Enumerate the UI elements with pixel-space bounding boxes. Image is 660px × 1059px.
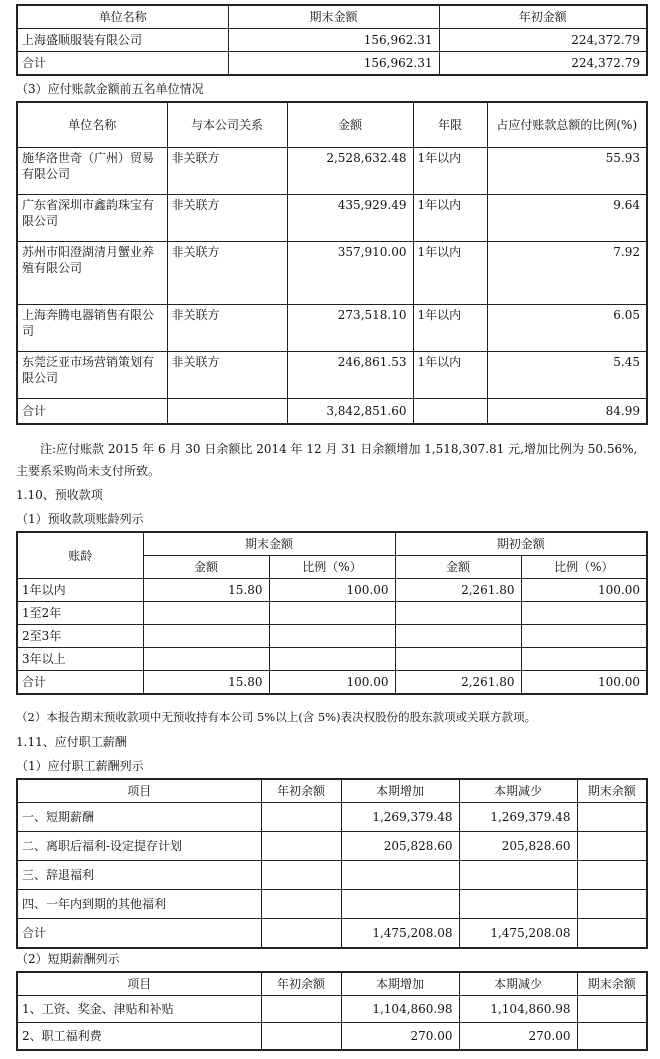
header-cell: 本期减少 xyxy=(459,972,577,996)
cell: 3,842,851.60 xyxy=(287,399,413,425)
cell: 246,861.53 xyxy=(287,352,413,399)
cell: 1年以内 xyxy=(413,242,487,305)
cell: 156,962.31 xyxy=(228,29,439,52)
cell xyxy=(459,861,577,890)
header-cell: 期末金额 xyxy=(143,532,395,556)
table-row xyxy=(17,242,647,305)
cell: 二、离职后福利-设定提存计划 xyxy=(17,832,261,861)
cell: 合计 xyxy=(17,671,143,695)
cell xyxy=(167,399,287,425)
cell xyxy=(577,832,647,861)
cell: 55.93 xyxy=(487,148,647,195)
cell xyxy=(261,1023,341,1051)
header-cell: 年限 xyxy=(413,102,487,148)
header-cell: 项目 xyxy=(17,779,261,803)
header-cell: 期末金额 xyxy=(228,5,439,29)
cell: 广东省深圳市鑫韵珠宝有限公司 xyxy=(17,195,167,242)
advance-receipts-note: （2）本报告期末预收款项中无预收持有本公司 5%以上(含 5%)表决权股份的股东款项或关联方款项。 xyxy=(16,710,537,724)
cell xyxy=(577,803,647,832)
cell: 205,828.60 xyxy=(341,832,459,861)
table-row xyxy=(17,579,647,602)
cell: 1,104,860.98 xyxy=(459,996,577,1023)
cell: 非关联方 xyxy=(167,305,287,352)
table-row xyxy=(17,195,647,242)
cell: 苏州市阳澄湖清月蟹业养殖有限公司 xyxy=(17,242,167,305)
header-cell: 占应付账款总额的比例(%) xyxy=(487,102,647,148)
cell: 1,269,379.48 xyxy=(341,803,459,832)
cell xyxy=(261,919,341,949)
cell: 7.92 xyxy=(487,242,647,305)
table-row xyxy=(17,803,647,832)
table-row xyxy=(17,996,647,1023)
cell: 2,261.80 xyxy=(395,671,521,695)
cell xyxy=(143,602,269,625)
cell: 上海奔腾电器销售有限公司 xyxy=(17,305,167,352)
table-header-row xyxy=(17,102,647,148)
table-row xyxy=(17,671,647,695)
cell xyxy=(261,996,341,1023)
cell: 1年以内 xyxy=(17,579,143,602)
cell: 15.80 xyxy=(143,671,269,695)
section-subtitle: （2）短期薪酬列示 xyxy=(16,952,120,966)
cell: 施华洛世奇（广州）贸易有限公司 xyxy=(17,148,167,195)
table-row xyxy=(17,832,647,861)
cell: 2,261.80 xyxy=(395,579,521,602)
cell: 1,475,208.08 xyxy=(341,919,459,949)
cell xyxy=(577,996,647,1023)
cell xyxy=(261,832,341,861)
header-cell: 账龄 xyxy=(17,532,143,579)
cell xyxy=(577,1023,647,1051)
table-row xyxy=(17,625,647,648)
header-cell: 比例（%） xyxy=(521,556,647,579)
cell: 224,372.79 xyxy=(439,29,647,52)
cell: 1年以内 xyxy=(413,195,487,242)
cell: 357,910.00 xyxy=(287,242,413,305)
cell: 四、一年内到期的其他福利 xyxy=(17,890,261,919)
header-cell: 期末余额 xyxy=(577,779,647,803)
table-row xyxy=(17,352,647,399)
cell xyxy=(395,648,521,671)
cell xyxy=(521,625,647,648)
header-cell: 本期增加 xyxy=(341,972,459,996)
header-cell: 单位名称 xyxy=(17,102,167,148)
cell: 270.00 xyxy=(459,1023,577,1051)
table-row xyxy=(17,861,647,890)
table-row xyxy=(17,29,647,52)
cell: 东莞泛亚市场营销策划有限公司 xyxy=(17,352,167,399)
cell xyxy=(261,890,341,919)
header-cell: 项目 xyxy=(17,972,261,996)
header-cell: 年初余额 xyxy=(261,779,341,803)
cell xyxy=(577,919,647,949)
cell: 非关联方 xyxy=(167,148,287,195)
cell: 1年以内 xyxy=(413,305,487,352)
cell: 100.00 xyxy=(269,579,395,602)
cell: 非关联方 xyxy=(167,195,287,242)
cell xyxy=(341,861,459,890)
table-row xyxy=(17,305,647,352)
cell xyxy=(269,625,395,648)
cell: 合计 xyxy=(17,399,167,425)
cell xyxy=(577,861,647,890)
cell: 非关联方 xyxy=(167,242,287,305)
header-cell: 年初余额 xyxy=(261,972,341,996)
cell: 100.00 xyxy=(269,671,395,695)
cell xyxy=(413,399,487,425)
cell: 1、工资、奖金、津贴和补贴 xyxy=(17,996,261,1023)
cell xyxy=(143,625,269,648)
section-subtitle: （1）预收款项账龄列示 xyxy=(16,512,144,526)
cell xyxy=(261,861,341,890)
header-cell: 金额 xyxy=(143,556,269,579)
section-title: 1.11、应付职工薪酬 xyxy=(16,735,127,749)
section-title: 1.10、预收款项 xyxy=(16,488,103,502)
cell xyxy=(395,602,521,625)
table-header-row xyxy=(17,972,647,996)
cell: 2,528,632.48 xyxy=(287,148,413,195)
header-cell: 比例（%） xyxy=(269,556,395,579)
cell: 合计 xyxy=(17,52,228,76)
table-row xyxy=(17,602,647,625)
cell xyxy=(577,890,647,919)
cell: 2至3年 xyxy=(17,625,143,648)
header-cell: 年初金额 xyxy=(439,5,647,29)
cell xyxy=(143,648,269,671)
section-subtitle: （3）应付账款金额前五名单位情况 xyxy=(16,82,204,96)
cell: 15.80 xyxy=(143,579,269,602)
table-advance-receipts-aging xyxy=(16,531,648,695)
cell: 100.00 xyxy=(521,579,647,602)
table-header-row xyxy=(17,532,647,556)
header-cell: 期末余额 xyxy=(577,972,647,996)
table-top5-payables xyxy=(16,101,648,425)
header-cell: 与本公司关系 xyxy=(167,102,287,148)
cell: 270.00 xyxy=(341,1023,459,1051)
table-row xyxy=(17,890,647,919)
cell: 1,475,208.08 xyxy=(459,919,577,949)
table-short-term-compensation xyxy=(16,971,648,1051)
cell: 84.99 xyxy=(487,399,647,425)
table-row xyxy=(17,148,647,195)
cell: 上海盛顺服装有限公司 xyxy=(17,29,228,52)
header-cell: 金额 xyxy=(395,556,521,579)
cell xyxy=(459,890,577,919)
cell xyxy=(521,648,647,671)
header-cell: 单位名称 xyxy=(17,5,228,29)
table-employee-compensation xyxy=(16,778,648,949)
table-row xyxy=(17,648,647,671)
cell: 205,828.60 xyxy=(459,832,577,861)
header-cell: 本期减少 xyxy=(459,779,577,803)
cell: 1,104,860.98 xyxy=(341,996,459,1023)
cell: 2、职工福利费 xyxy=(17,1023,261,1051)
cell: 1至2年 xyxy=(17,602,143,625)
cell: 1年以内 xyxy=(413,352,487,399)
cell xyxy=(269,602,395,625)
cell xyxy=(261,803,341,832)
cell: 5.45 xyxy=(487,352,647,399)
payables-note: 注:应付账款 2015 年 6 月 30 日余额比 2014 年 12 月 31 日余额增加 1,518,307.81 元,增加比例为 50.56%, 主要系采购尚未支付所致。 xyxy=(16,442,638,478)
cell: 三、辞退福利 xyxy=(17,861,261,890)
table-payables-detail xyxy=(16,4,648,76)
cell xyxy=(341,890,459,919)
cell: 273,518.10 xyxy=(287,305,413,352)
table-header-row xyxy=(17,5,647,29)
cell: 1,269,379.48 xyxy=(459,803,577,832)
table-row xyxy=(17,919,647,949)
cell xyxy=(521,602,647,625)
table-row xyxy=(17,1023,647,1051)
table-row xyxy=(17,399,647,425)
cell: 一、短期薪酬 xyxy=(17,803,261,832)
cell: 156,962.31 xyxy=(228,52,439,76)
header-cell: 本期增加 xyxy=(341,779,459,803)
cell: 224,372.79 xyxy=(439,52,647,76)
cell xyxy=(395,625,521,648)
cell xyxy=(269,648,395,671)
table-header-row xyxy=(17,779,647,803)
cell: 非关联方 xyxy=(167,352,287,399)
cell: 合计 xyxy=(17,919,261,949)
cell: 100.00 xyxy=(521,671,647,695)
cell: 435,929.49 xyxy=(287,195,413,242)
table-row xyxy=(17,52,647,76)
cell: 6.05 xyxy=(487,305,647,352)
header-cell: 期初金额 xyxy=(395,532,647,556)
cell: 9.64 xyxy=(487,195,647,242)
header-cell: 金额 xyxy=(287,102,413,148)
section-subtitle: （1）应付职工薪酬列示 xyxy=(16,759,144,773)
cell: 3年以上 xyxy=(17,648,143,671)
cell: 1年以内 xyxy=(413,148,487,195)
